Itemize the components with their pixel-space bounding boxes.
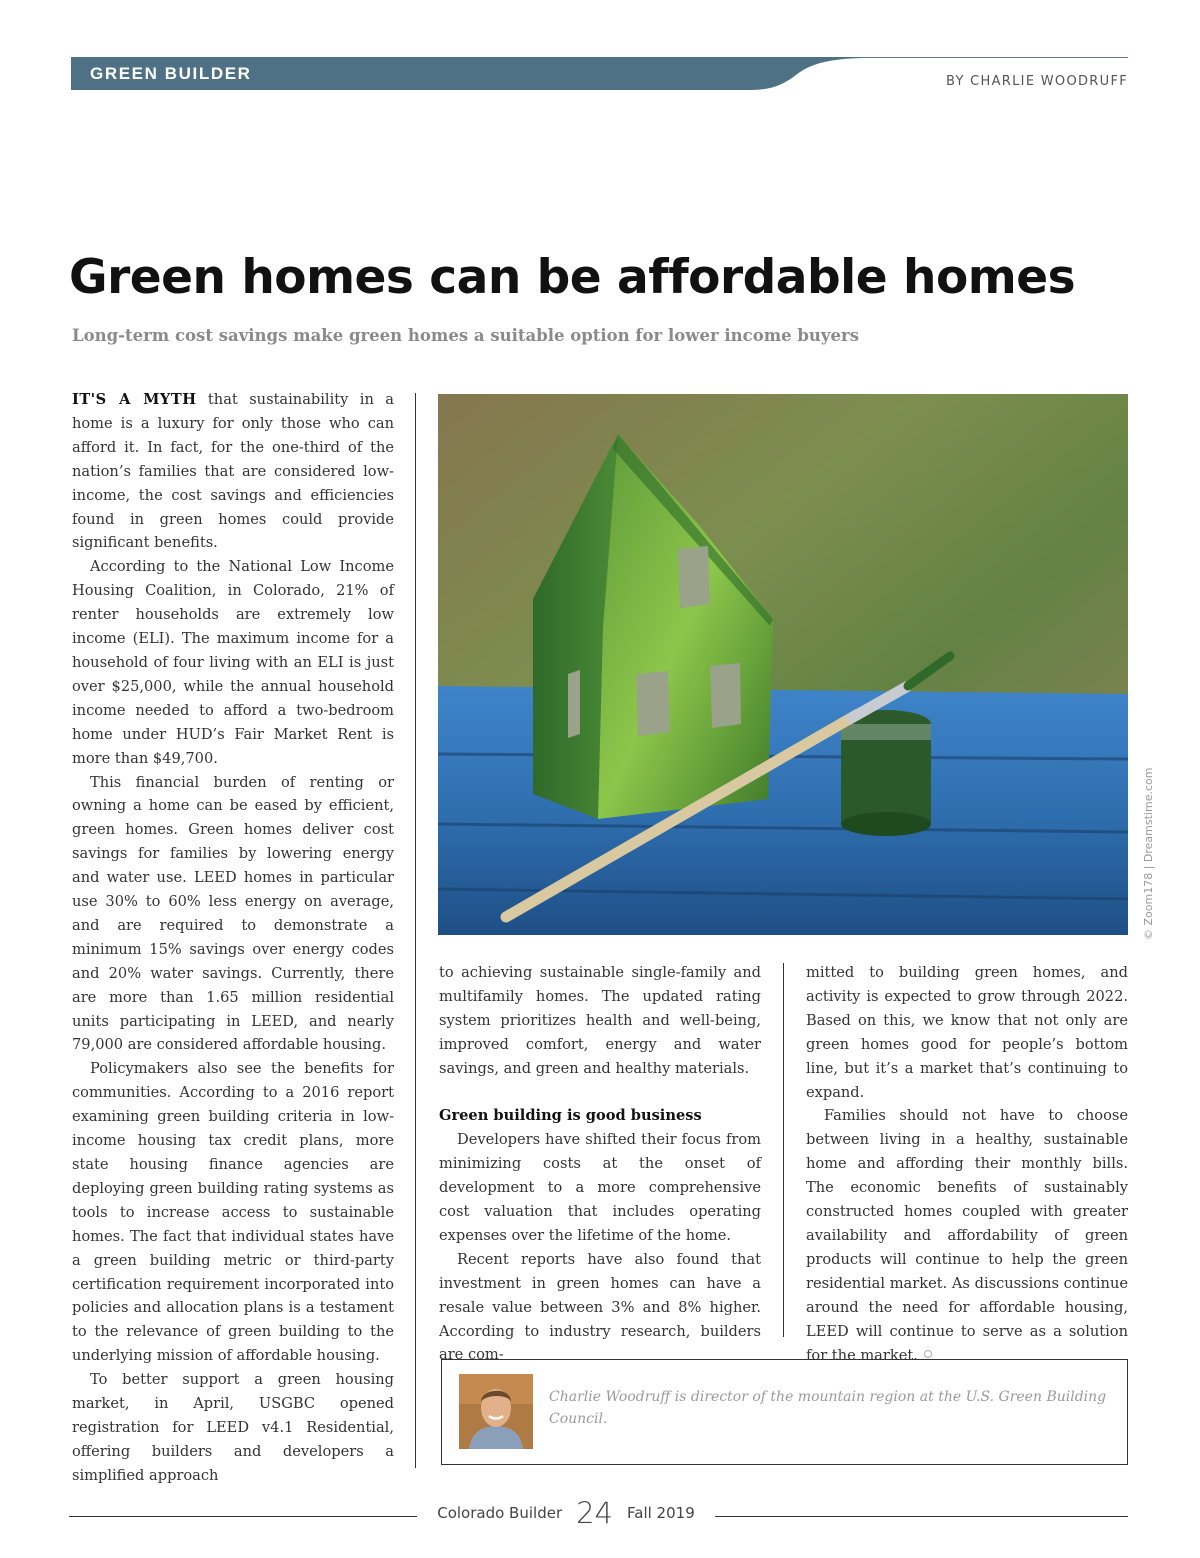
paragraph-6: Developers have shifted their focus from minimizing costs at the onset of development to a more comprehensive cost valuation that includes operating expenses over the lifetime of the home.	[439, 1131, 761, 1244]
paragraph-2: According to the National Low Income Housing Coalition, in Colorado, 21% of renter households are extremely low income (ELI). The maximum income for a household of four living with an ELI is just over $25,000, while the annual household income needed to afford a two-bedroom home under HUD’s Fair Market Rent is more than $49,700.	[72, 558, 394, 767]
author-photo	[459, 1374, 533, 1449]
paragraph-1-text: that sustainability in a home is a luxury for only those who can afford it. In fact, for the one-third of the nation’s families that are considered low-income, the cost savings and efficiencies found in green homes could provide significant benefits.	[72, 391, 394, 552]
publication-name: Colorado Builder	[437, 1504, 563, 1522]
photo-credit: © Zoom178 | Dreamstime.com	[1142, 767, 1155, 940]
end-mark-icon	[924, 1350, 932, 1358]
issue-label: Fall 2019	[627, 1504, 695, 1522]
article-subhead: Long-term cost savings make green homes a suitable option for lower income buyers	[72, 326, 859, 345]
paragraph-7-continued: mitted to building green homes, and activity is expected to grow through 2022. Based on this, we know that not only are green homes good for people’s bottom line, but it’s a market that’s continuing to expand.	[806, 964, 1128, 1101]
page-footer	[417, 1496, 715, 1530]
section-label: GREEN BUILDER	[90, 64, 252, 83]
article-headline: Green homes can be affordable homes	[69, 250, 1076, 305]
paragraph-8-text: Families should not have to choose between living in a healthy, sustainable home and affording their monthly bills. The economic benefits of sustainably constructed homes coupled with greater availability and affordability of green products will continue to help the green residential market. As discussions continue around the need for affordable housing, LEED will continue to serve as a solution for the market.	[806, 1107, 1128, 1364]
paragraph-8	[806, 1104, 1128, 1367]
subsection-heading: Green building is good business	[439, 1107, 702, 1125]
paragraph-3: This financial burden of renting or owning a home can be eased by efficient, green homes. Green homes deliver cost savings for families by lowering energy and water use. LEED homes in particular use 30% to 60% less energy on average, and are required to demonstrate a minimum 15% savings over energy codes and 20% water savings. Currently, there are more than 1.65 million residential units participating in LEED, and nearly 79,000 are considered affordable housing.	[72, 773, 394, 1054]
paragraph-7: Recent reports have also found that investment in green homes can have a resale value between 3% and 8% higher. According to industry research, builders are com-	[439, 1250, 761, 1364]
author-bio-box	[441, 1359, 1128, 1465]
paragraph-5: To better support a green housing market, in April, USGBC opened registration for LEED v4.1 Residential, offering builders and developers a simplified approach	[72, 1371, 394, 1484]
lead-in: IT'S A MYTH	[72, 391, 197, 408]
paragraph-1	[72, 388, 394, 555]
author-bio-text: Charlie Woodruff is director of the mountain region at the U.S. Green Building Council.	[549, 1389, 1107, 1427]
column-3	[806, 961, 1128, 1367]
column-divider-2	[783, 963, 784, 1337]
article-photo	[438, 394, 1128, 935]
paragraph-5-continued: to achieving sustainable single-family and multifamily homes. The updated rating system prioritizes health and well-being, improved comfort, energy and water savings, and green and healthy materials.	[439, 964, 761, 1077]
column-1	[72, 388, 394, 1488]
paragraph-4: Policymakers also see the benefits for communities. According to a 2016 report examining green building criteria in low-income housing tax credit plans, more state housing finance agencies are deploying green building rating systems as tools to increase access to sustainable homes. The fact that individual states have a green building metric or third-party certification requirement incorporated into policies and allocation plans is a testament to the relevance of green building to the underlying mission of affordable housing.	[72, 1060, 394, 1365]
byline: BY CHARLIE WOODRUFF	[945, 74, 1128, 89]
page-number: 24	[576, 1496, 614, 1530]
header-rule	[860, 57, 1128, 58]
footer-rule-right	[715, 1516, 1128, 1517]
footer-rule-left	[69, 1516, 417, 1517]
column-divider	[415, 393, 416, 1468]
column-2	[439, 961, 761, 1367]
